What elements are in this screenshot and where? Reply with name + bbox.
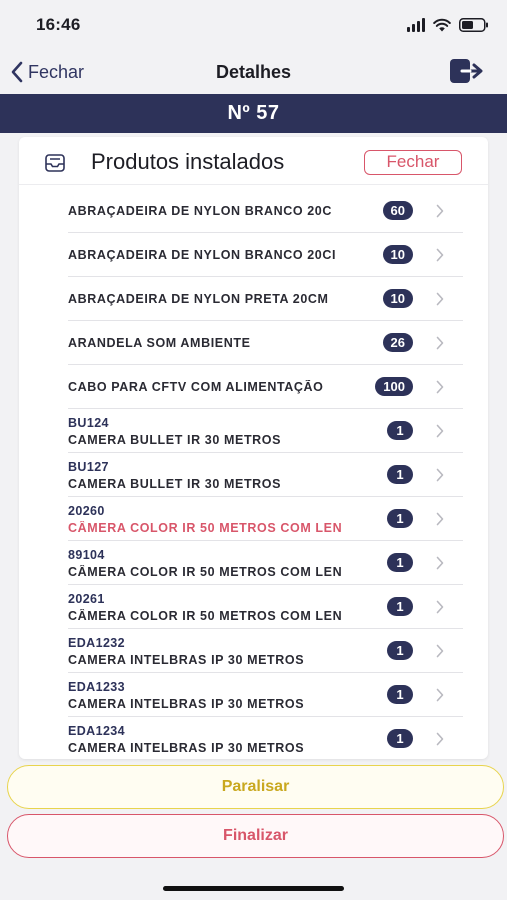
chevron-right-icon bbox=[436, 468, 444, 482]
product-name: ARANDELA SOM AMBIENTE bbox=[68, 336, 251, 350]
list-item[interactable] bbox=[68, 453, 463, 497]
chevron-right-icon bbox=[436, 248, 444, 262]
finish-button[interactable]: Finalizar bbox=[7, 814, 504, 858]
product-name: CÂMERA COLOR IR 50 METROS COM LEN bbox=[68, 565, 343, 579]
product-code: EDA1233 bbox=[68, 680, 125, 694]
chevron-right-icon bbox=[436, 380, 444, 394]
page-title: Detalhes bbox=[215, 62, 292, 82]
quantity-badge: 1 bbox=[387, 597, 413, 616]
product-name: CABO PARA CFTV COM ALIMENTAÇÃO bbox=[68, 380, 324, 394]
status-bar bbox=[0, 0, 507, 50]
wifi-icon bbox=[433, 18, 451, 32]
quantity-badge: 100 bbox=[375, 377, 413, 396]
quantity-badge: 1 bbox=[387, 509, 413, 528]
card-header bbox=[19, 137, 488, 185]
chevron-right-icon bbox=[436, 204, 444, 218]
logout-button[interactable] bbox=[449, 57, 485, 85]
quantity-badge: 10 bbox=[383, 289, 413, 308]
inbox-tray-icon bbox=[45, 154, 65, 172]
navigation-bar bbox=[0, 50, 507, 94]
list-item[interactable] bbox=[68, 365, 463, 409]
chevron-right-icon bbox=[436, 424, 444, 438]
product-code: EDA1234 bbox=[68, 724, 125, 738]
product-name: CAMERA BULLET IR 30 METROS bbox=[68, 477, 282, 491]
chevron-right-icon bbox=[436, 292, 444, 306]
list-item[interactable] bbox=[68, 541, 463, 585]
product-name: ABRAÇADEIRA DE NYLON BRANCO 20CI bbox=[68, 248, 337, 262]
product-name: CÂMERA COLOR IR 50 METROS COM LEN bbox=[68, 609, 343, 623]
quantity-badge: 1 bbox=[387, 685, 413, 704]
product-name: CAMERA BULLET IR 30 METROS bbox=[68, 433, 282, 447]
quantity-badge: 10 bbox=[383, 245, 413, 264]
home-indicator bbox=[163, 886, 344, 891]
quantity-badge: 1 bbox=[387, 641, 413, 660]
quantity-badge: 1 bbox=[387, 421, 413, 440]
order-number-banner: Nº 57 bbox=[0, 94, 507, 133]
status-icons bbox=[407, 17, 489, 33]
battery-icon bbox=[459, 18, 489, 32]
quantity-badge: 26 bbox=[383, 333, 413, 352]
product-code: 20260 bbox=[68, 504, 105, 518]
chevron-right-icon bbox=[436, 556, 444, 570]
status-time: 16:46 bbox=[36, 15, 81, 34]
logout-icon bbox=[449, 57, 485, 85]
product-name: CÂMERA COLOR IR 50 METROS COM LEN bbox=[68, 521, 343, 535]
back-button-label: Fechar bbox=[28, 61, 85, 82]
product-name: ABRAÇADEIRA DE NYLON PRETA 20CM bbox=[68, 292, 329, 306]
card-title: Produtos instalados bbox=[91, 149, 285, 174]
quantity-badge: 1 bbox=[387, 465, 413, 484]
chevron-right-icon bbox=[436, 336, 444, 350]
product-name: CAMERA INTELBRAS IP 30 METROS bbox=[68, 697, 305, 711]
list-item[interactable] bbox=[68, 629, 463, 673]
list-item[interactable] bbox=[68, 321, 463, 365]
product-name: CAMERA INTELBRAS IP 30 METROS bbox=[68, 653, 305, 667]
product-list bbox=[68, 189, 463, 759]
close-section-button[interactable]: Fechar bbox=[364, 150, 462, 175]
product-code: 20261 bbox=[68, 592, 105, 606]
list-item[interactable] bbox=[68, 409, 463, 453]
chevron-right-icon bbox=[436, 732, 444, 746]
chevron-right-icon bbox=[436, 600, 444, 614]
quantity-badge: 1 bbox=[387, 729, 413, 748]
list-item[interactable] bbox=[68, 233, 463, 277]
list-item[interactable] bbox=[68, 189, 463, 233]
product-code: BU127 bbox=[68, 460, 109, 474]
product-code: 89104 bbox=[68, 548, 105, 562]
list-item[interactable] bbox=[68, 717, 463, 759]
chevron-right-icon bbox=[436, 512, 444, 526]
list-item[interactable] bbox=[68, 277, 463, 321]
list-item[interactable] bbox=[68, 497, 463, 541]
product-name: ABRAÇADEIRA DE NYLON BRANCO 20C bbox=[68, 204, 332, 218]
installed-products-card bbox=[19, 137, 488, 759]
product-code: BU124 bbox=[68, 416, 109, 430]
list-item[interactable] bbox=[68, 585, 463, 629]
cellular-signal-icon bbox=[407, 18, 425, 32]
pause-button[interactable]: Paralisar bbox=[7, 765, 504, 809]
quantity-badge: 1 bbox=[387, 553, 413, 572]
product-code: EDA1232 bbox=[68, 636, 125, 650]
chevron-right-icon bbox=[436, 688, 444, 702]
product-name: CAMERA INTELBRAS IP 30 METROS bbox=[68, 741, 305, 755]
chevron-right-icon bbox=[436, 644, 444, 658]
list-item[interactable] bbox=[68, 673, 463, 717]
quantity-badge: 60 bbox=[383, 201, 413, 220]
